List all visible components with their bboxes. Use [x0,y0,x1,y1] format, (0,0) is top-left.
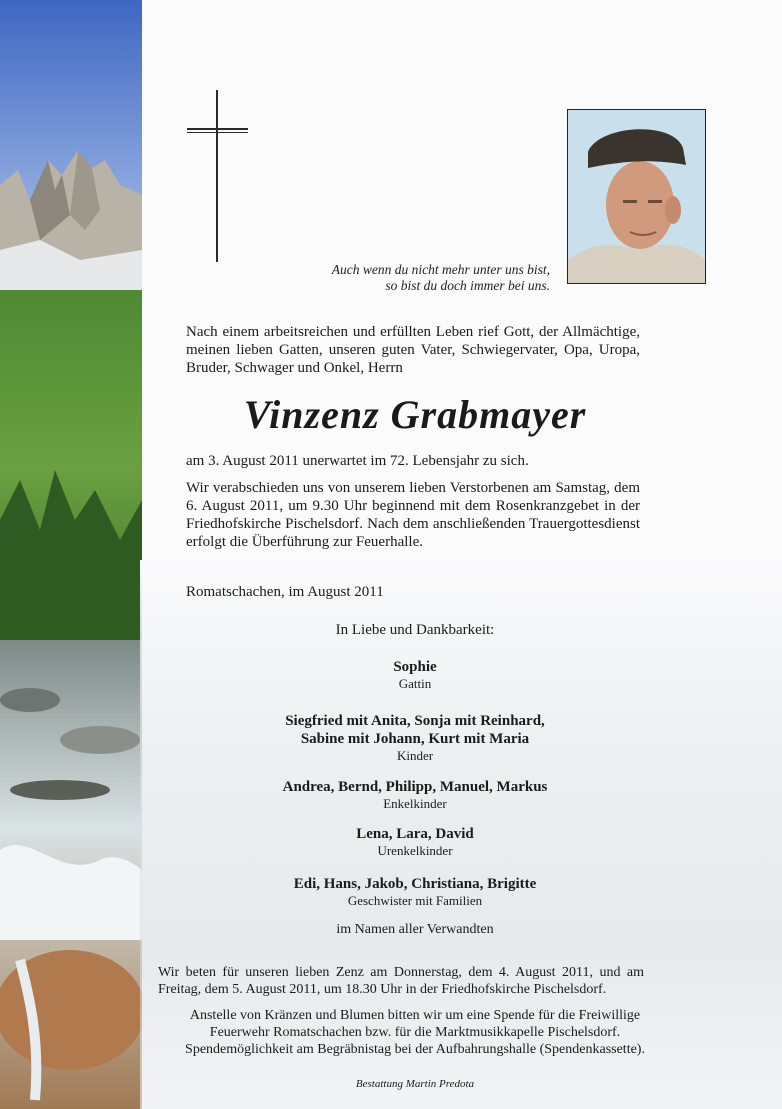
portrait-photo [567,109,706,284]
cross-beam [187,128,248,130]
donation-line-3: Spendemöglichkeit am Begräbnistag bei der Aufbahrungshalle (Spendenkassette). [185,1042,645,1057]
mourner-role: Kinder [396,748,434,763]
intro-paragraph: Nach einem arbeitsreichen und erfüllten Leben rief Gott, der Allmächtige, meinen lieben Gatten, unseren guten Vater, Schwiegervater, Opa, Uropa, Bruder, Schwager und Onkel, Herrn [186,324,640,376]
mountain-landscape-image [0,0,142,1109]
place-date: Romatschachen, im August 2011 [186,584,384,600]
donation-paragraph [140,1007,690,1058]
death-line: am 3. August 2011 unerwartet im 72. Lebensjahr zu sich. [186,453,529,469]
relatives-line: im Namen aller Verwandten [336,922,494,937]
memorial-quote [240,262,550,294]
cross-beam-line [187,132,248,133]
farewell-paragraph: Wir verabschieden uns von unserem lieben Verstorbenen am Samstag, dem 6. August 2011, um 9.30 Uhr beginnend mit dem Rosenkranzgebet in der Friedhofskirche Pischelsdorf. Nach dem anschließenden Trauergottesdienst erfolgt die Überführung zur Feuerhalle. [186,480,640,550]
mourner-names: Sophie [393,659,437,675]
mourner-names: Lena, Lara, David [356,826,474,842]
mourner-role: Gattin [398,676,432,691]
mourner-names: Andrea, Bernd, Philipp, Manuel, Markus [282,779,548,795]
undertaker-credit: Bestattung Martin Predota [355,1078,475,1090]
gratitude-line: In Liebe und Dankbarkeit: [335,622,495,638]
cross-icon [216,90,218,262]
deceased-name: Vinzenz Grabmayer [243,392,587,437]
mourner-group-siblings [150,875,680,908]
mourner-names: Edi, Hans, Jakob, Christiana, Brigitte [293,876,537,892]
mourner-group-children [150,712,680,763]
donation-line-2: Feuerwehr Romatschachen bzw. für die Marktmusikkapelle Pischelsdorf. [209,1025,621,1040]
mourner-names: Sabine mit Johann, Kurt mit Maria [300,731,530,747]
mourner-role: Enkelkinder [383,796,447,811]
mourner-names: Siegfried mit Anita, Sonja mit Reinhard, [285,713,545,729]
mourner-role: Urenkelkinder [377,843,453,858]
quote-line-2: so bist du doch immer bei uns. [385,278,550,293]
portrait-image [568,110,705,283]
mourner-role: Geschwister mit Familien [347,893,483,908]
mourner-group-spouse [150,658,680,691]
prayer-paragraph: Wir beten für unseren lieben Zenz am Donnerstag, dem 4. August 2011, und am Freitag, dem 5. August 2011, um 18.30 Uhr in der Friedhofskirche Pischelsdorf. [158,965,644,997]
mourner-group-great-grandchildren [150,825,680,858]
quote-line-1: Auch wenn du nicht mehr unter uns bist, [331,262,550,277]
donation-line-1: Anstelle von Kränzen und Blumen bitten wir um eine Spende für die Freiwillige [189,1008,641,1023]
mourner-group-grandchildren [150,778,680,811]
